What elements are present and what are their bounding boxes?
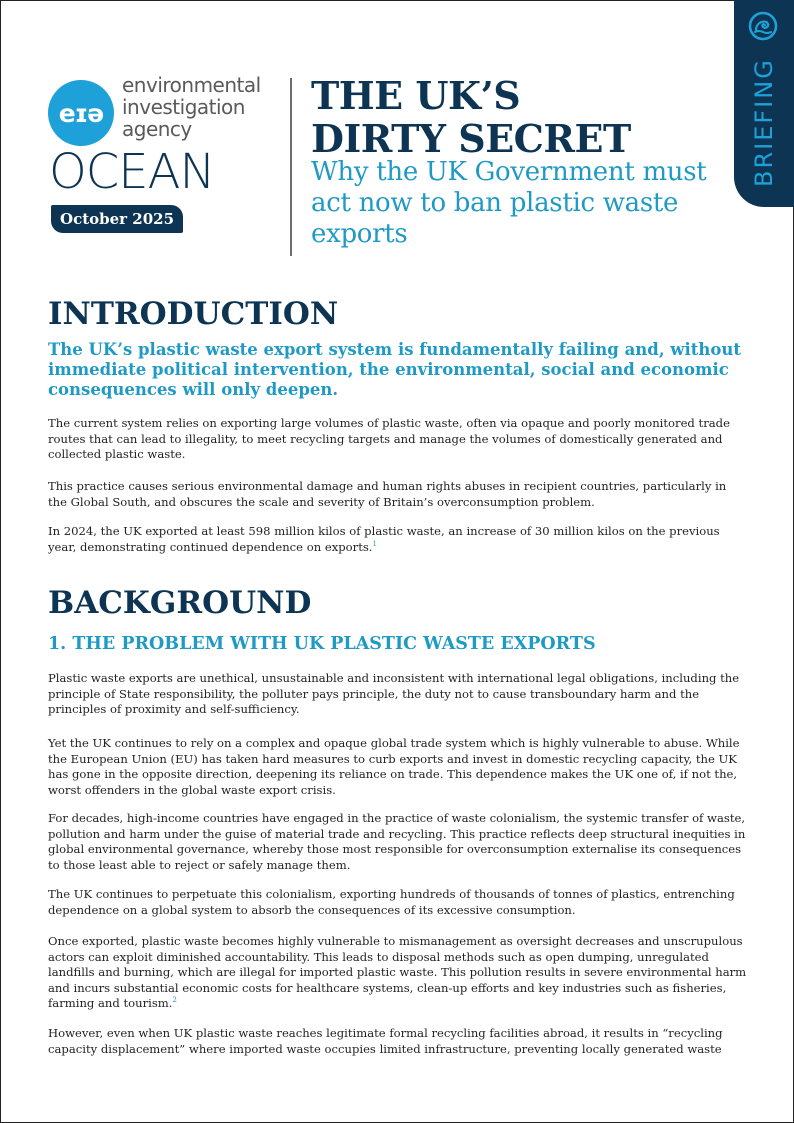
intro-paragraph-2: This practice causes serious environmental damage and human rights abuses in recipient countries, particularly in the Global South, and obscures the scale and severity of Britain’s overconsumption problem. [48,479,727,509]
logo-text: eɪə [58,98,104,128]
wave-icon [748,11,778,41]
org-name-line-2: investigation [122,95,245,119]
document-subtitle: Why the UK Government must act now to ban plastic waste exports [311,157,707,249]
background-paragraph-3: For decades, high-income countries have engaged in the practice of waste colonialism, the systemic transfer of waste, pollution and harm under the guise of material trade and recycling. This practice reflects deep structural inequities in global environmental governance, whereby those most responsible for overconsumption externalise its consequences to those least able to reject or safely manage them. [48,811,746,872]
section-label: OCEAN [49,144,215,200]
background-paragraph-5 [48,934,748,1012]
intro-paragraph-3-text: In 2024, the UK exported at least 598 million kilos of plastic waste, an increase of 30 million kilos on the previous year, demonstrating continued dependence on exports. [48,524,720,554]
org-name-line-1: environmental [122,73,261,97]
background-subheading: 1. THE PROBLEM WITH UK PLASTIC WASTE EXPORTS [48,634,596,654]
organization-name [122,74,261,140]
background-paragraph-4: The UK continues to perpetuate this colonialism, exporting hundreds of thousands of tonnes of plastics, entrenching dependence on a global system to absorb the consequences of its excessive consumption. [48,887,735,917]
introduction-lead: The UK’s plastic waste export system is fundamentally failing and, without immediate political intervention, the environmental, social and economic consequences will only deepen. [48,340,742,399]
background-paragraph-6: However, even when UK plastic waste reaches legitimate formal recycling facilities abroad, it results in “recycling capacity displacement” where imported waste occupies limited infrastructure, preventing locally generated waste [48,1026,723,1056]
introduction-heading: INTRODUCTION [48,296,339,332]
background-paragraph-1: Plastic waste exports are unethical, unsustainable and inconsistent with international legal obligations, including the principle of State responsibility, the polluter pays principle, the duty not to cause transboundary harm and the principles of proximity and self-sufficiency. [48,671,740,716]
title-line-1: THE UK’S [311,73,521,118]
briefing-tab [734,0,794,207]
footnote-ref-1[interactable]: 1 [372,539,377,548]
intro-paragraph-3 [48,524,748,555]
intro-paragraph-1: The current system relies on exporting large volumes of plastic waste, often via opaque and poorly monitored trade routes that can lead to illegality, to meet recycling targets and manage the volumes of domestically generated and collected plastic waste. [48,416,730,461]
footnote-ref-2[interactable]: 2 [172,996,177,1005]
briefing-label: BRIEFING [750,58,778,187]
date-badge: October 2025 [51,205,183,233]
org-name-line-3: agency [122,117,192,141]
eia-logo [48,80,114,146]
background-paragraph-5-text: Once exported, plastic waste becomes highly vulnerable to mismanagement as oversight decreases and unscrupulous actors can exploit diminished accountability. This leads to disposal methods such as open dumping, unregulated landfills and burning, which are illegal for imported plastic waste. This pollution results in severe environmental harm and incurs substantial economic costs for healthcare systems, clean-up efforts and key industries such as fisheries, farming and tourism. [48,934,747,1010]
document-title [311,74,631,160]
header-divider [290,78,292,256]
title-line-2: DIRTY SECRET [311,116,631,161]
background-paragraph-2: Yet the UK continues to rely on a complex and opaque global trade system which is highly vulnerable to abuse. While the European Union (EU) has taken hard measures to curb exports and invest in domestic recycling capacity, the UK has gone in the opposite direction, deepening its reliance on trade. This dependence makes the UK one of, if not the, worst offenders in the global waste export crisis. [48,736,740,797]
background-heading: BACKGROUND [48,585,312,621]
